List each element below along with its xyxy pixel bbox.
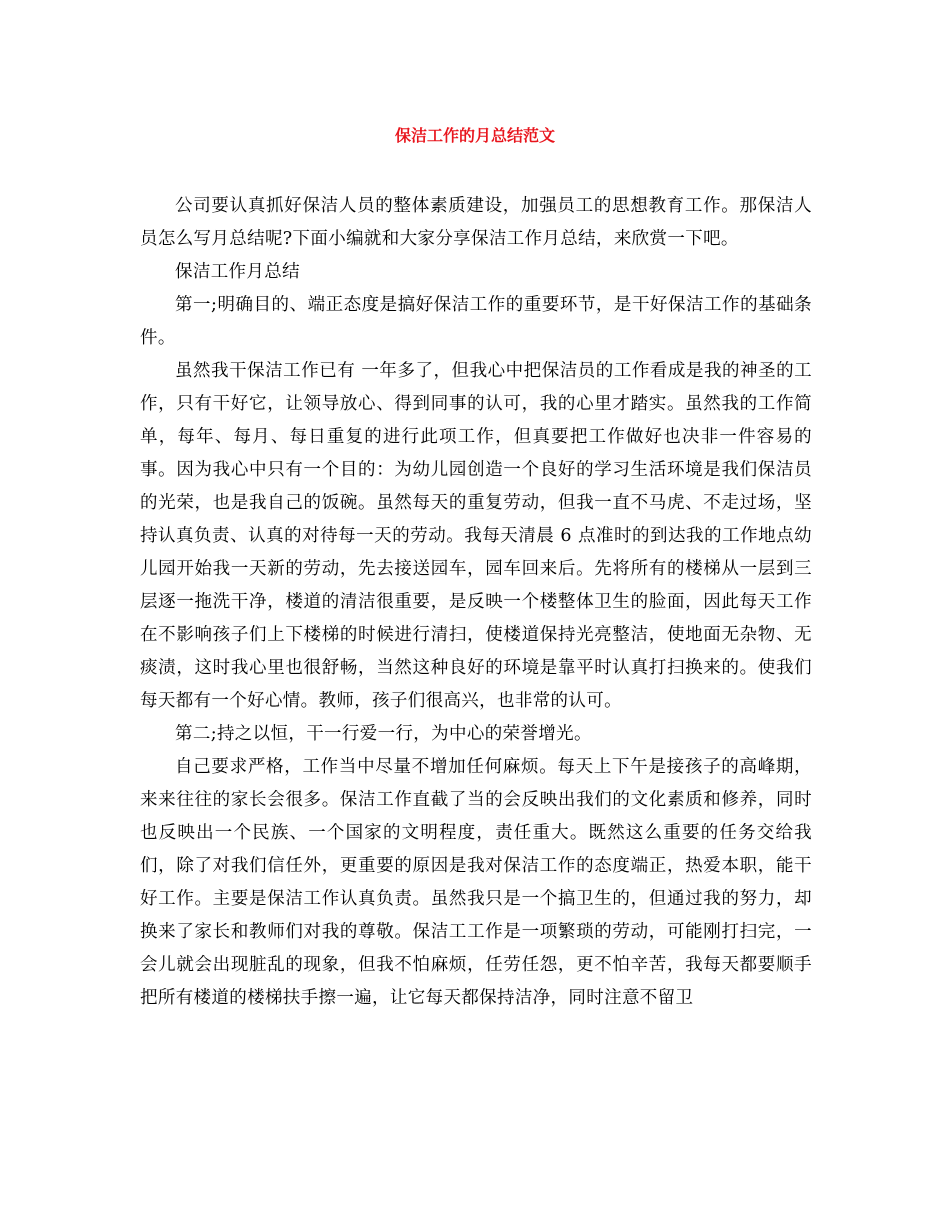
page-title: 保洁工作的月总结范文	[394, 126, 555, 145]
paragraph-body-two: 自己要求严格，工作当中尽量不增加任何麻烦。每天上下午是接孩子的高峰期，来来往往的家长会很多。保洁工作直截了当的会反映出我们的文化素质和修养，同时也反映出一个民族、一个国家的文明程度，责任重大。既然这么重要的任务交给我们，除了对我们信任外，更重要的原因是我对保洁工作的态度端正，热爱本职，能干好工作。主要是保洁工作认真负责。虽然我只是一个搞卫生的，但通过我的努力，却换来了家长和教师们对我的尊敬。保洁工工作是一项繁琐的劳动，可能刚打扫完，一会儿就会出现脏乱的现象，但我不怕麻烦，任劳任怨，更不怕辛苦，我每天都要顺手把所有楼道的楼梯扶手擦一遍，让它每天都保持洁净，同时注意不留卫	[140, 757, 812, 1008]
paragraph-point-two: 第二;持之以恒，干一行爱一行，为中心的荣誉增光。	[175, 724, 592, 744]
paragraph-subheading: 保洁工作月总结	[175, 262, 300, 282]
paragraph-body-one: 虽然我干保洁工作已有 一年多了，但我心中把保洁员的工作看成是我的神圣的工作，只有干好它，让领导放心、得到同事的认可，我的心里才踏实。虽然我的工作简单，每年、每月、每日重复的进行此项工作，但真要把工作做好也决非一件容易的事。因为我心中只有一个目的：为幼儿园创造一个良好的学习生活环境是我们保洁员的光荣，也是我自己的饭碗。虽然每天的重复劳动，但我一直不马虎、不走过场，坚持认真负责、认真的对待每一天的劳动。我每天清晨 6 点准时的到达我的工作地点幼儿园开始我一天新的劳动，先去接送园车，园车回来后。先将所有的楼梯从一层到三层逐一拖洗干净，楼道的清洁很重要，是反映一个楼整体卫生的脸面，因此每天工作在不影响孩子们上下楼梯的时候进行清扫，使楼道保持光亮整洁，使地面无杂物、无痰渍，这时我心里也很舒畅，当然这种良好的环境是靠平时认真打扫换来的。使我们每天都有一个好心情。教师，孩子们很高兴，也非常的认可。	[140, 361, 812, 711]
document-body	[140, 190, 812, 1015]
paragraph-point-one: 第一;明确目的、端正态度是搞好保洁工作的重要环节，是干好保洁工作的基础条件。	[140, 295, 812, 348]
paragraph-intro: 公司要认真抓好保洁人员的整体素质建设，加强员工的思想教育工作。那保洁人员怎么写月总结呢?下面小编就和大家分享保洁工作月总结，来欣赏一下吧。	[140, 196, 812, 249]
